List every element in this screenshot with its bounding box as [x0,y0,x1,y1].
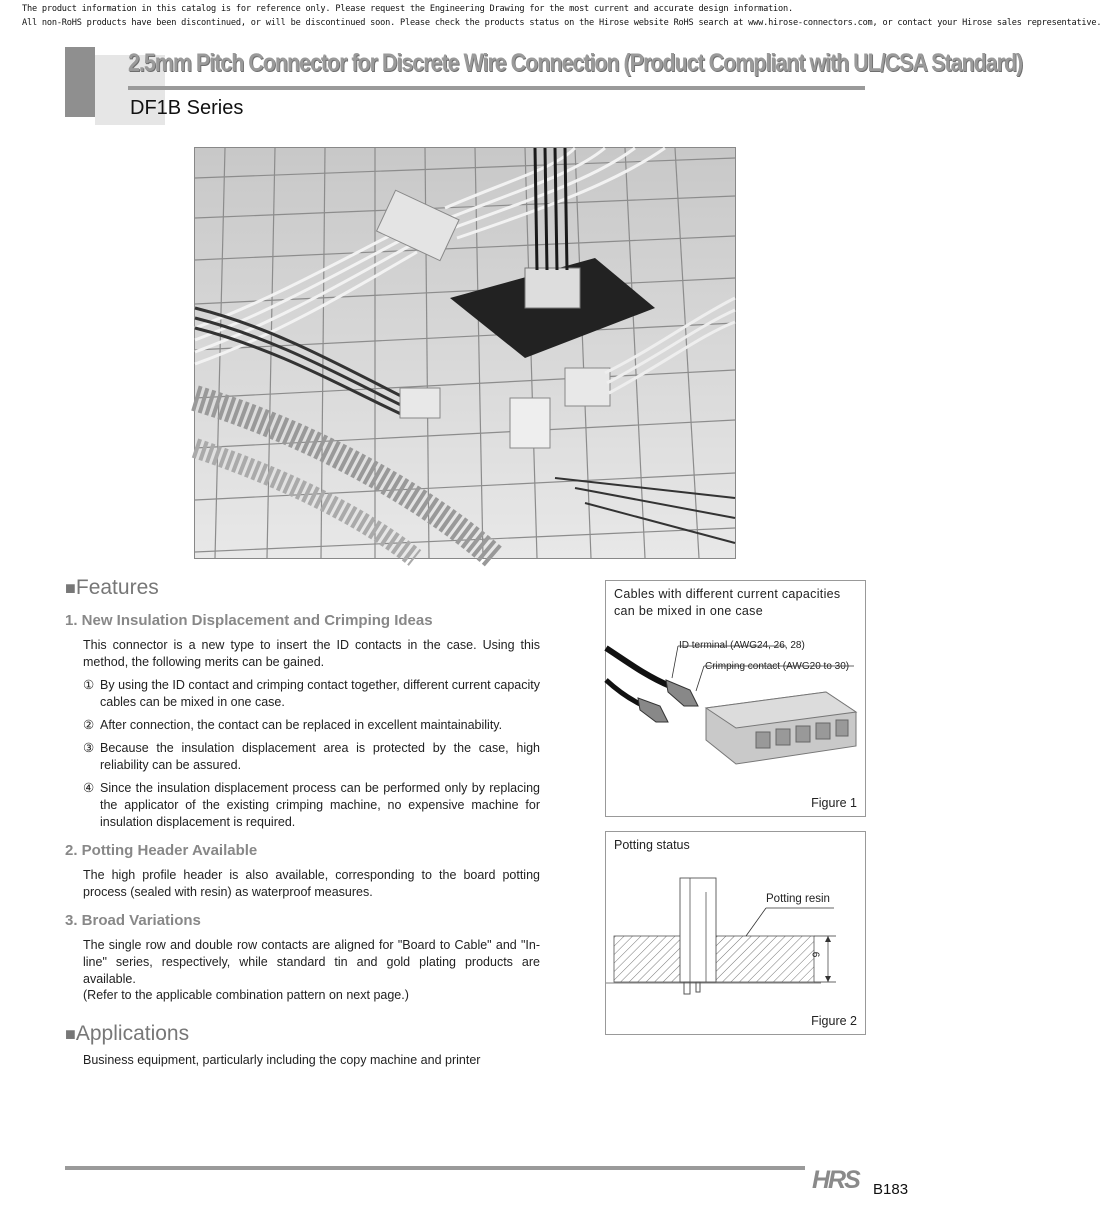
figure-1-caption: Cables with different current capacities can be mixed in one case [614,587,841,618]
applications-heading: ■Applications [65,1022,190,1045]
figure-1-id-terminal-label: ID terminal (AWG24, 26, 28) [679,640,805,651]
figure-1-label: Figure 1 [811,796,857,810]
figure-1-drawing [606,636,865,786]
feature-3-title: 3. Broad Variations [65,912,201,929]
feature-1-item-1: ① By using the ID contact and crimping contact together, different current capacity cables can be mixed in one case. [83,678,540,709]
figure-2-box [605,831,866,1035]
feature-1-item-2: ② After connection, the contact can be replaced in excellent maintainability. [83,718,503,732]
page-title: 2.5mm Pitch Connector for Discrete Wire Connection (Product Compliant with UL/CSA Standard) [128,49,1023,77]
footer-rule [65,1166,805,1170]
feature-3-body: The single row and double row contacts are aligned for "Board to Cable" and "In-line" series, respectively, while standard tin and gold plating products are available. [83,938,540,986]
feature-1-body: This connector is a new type to insert the ID contacts in the case. Using this method, the following merits can be gained. [83,638,540,669]
page-number: B183 [873,1181,909,1198]
heading-bullet-icon: ■ [65,578,76,598]
disclaimer-line-2: All non-RoHS products have been discontinued, or will be discontinued soon. Please check the products status on the Hirose website RoHS search at www.hirose-connectors.com, or contact your Hirose sales representative. [22,18,1101,28]
disclaimer-notice [22,2,1101,30]
figure-1-crimping-contact-label: Crimping contact (AWG20 to 30) [705,661,850,672]
series-name: DF1B Series [130,97,244,119]
feature-1-title: 1. New Insulation Displacement and Crimping Ideas [65,612,433,629]
figure-2-potting-resin-label: Potting resin [766,893,830,905]
product-photo [194,147,736,559]
header-decoration-dark [65,47,95,117]
feature-2-body: The high profile header is also available, corresponding to the board potting process (sealed with resin) as waterproof measures. [83,868,540,899]
figure-2-caption: Potting status [614,838,690,852]
disclaimer-line-1: The product information in this catalog is for reference only. Please request the Engineering Drawing for the most current and accurate design information. [22,4,793,14]
feature-2-title: 2. Potting Header Available [65,842,258,859]
applications-body: Business equipment, particularly including the copy machine and printer [83,1053,481,1067]
figure-2-dimension-label: 6 [809,951,821,958]
figure-2-label: Figure 2 [811,1014,857,1028]
features-heading: ■Features [65,576,159,599]
figure-1-box [605,580,866,817]
feature-3-note: (Refer to the applicable combination pattern on next page.) [83,988,409,1002]
feature-1-item-3: ③ Because the insulation displacement area is protected by the case, high reliability can be assured. [83,741,540,772]
title-underline [128,86,865,90]
heading-bullet-icon: ■ [65,1024,76,1044]
feature-1-item-4: ④ Since the insulation displacement process can be performed only by replacing the applicator of the existing crimping machine, no expensive machine for insulation displacement is required. [83,781,540,829]
figure-2-drawing [606,852,865,1012]
hirose-logo: HRS [812,1166,859,1194]
